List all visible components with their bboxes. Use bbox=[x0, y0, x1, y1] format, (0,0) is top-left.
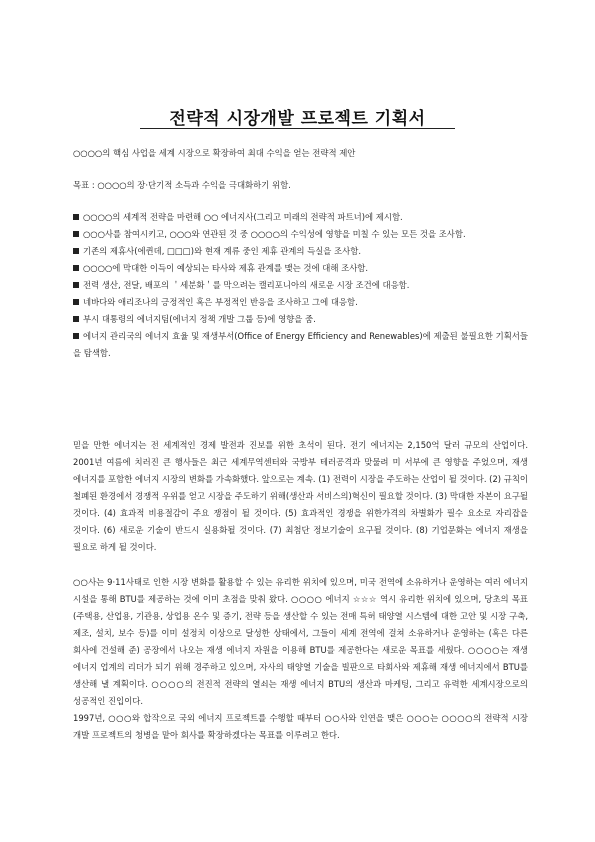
list-item-text: ○○○사를 참여시키고, ○○○와 연관된 것 중 ○○○○의 수익성에 영향을 미칠 수 있는 모든 것을 조사함. bbox=[83, 229, 466, 239]
square-bullet-icon bbox=[73, 248, 79, 254]
square-bullet-icon bbox=[73, 231, 79, 237]
objectives-list bbox=[73, 209, 528, 362]
list-item-text: 부시 대통령의 에너지팀(에너지 정책 개발 그룹 등)에 영향을 줌. bbox=[83, 314, 316, 324]
paragraph-text: ○○사는 9·11사태로 인한 시장 변화를 활용할 수 있는 유리한 위치에 있으며, 미국 전역에 소유하거나 운영하는 여러 에너지 시설을 통해 BTU를 제공하는 것에 이미 초점을 맞춰 왔다. ○○○○ 에너지 ☆☆☆ 역시 유리한 위치에 있으며, 당초의 목표(주택용, 산업용, 기관용, 상업용 온수 및 증기, 전략 등을 생산할 수 있는 전매 특허 태양열 시스템에 대한 고안 및 시장 구축, 제조, 설치, 보수 등)를 이미 설정치 이상으로 달성한 상태에서, 그들이 세계 전역에 걸쳐 소유하거나 운영하는 (혹은 다른 회사에 건설해 준) 공장에서 나오는 재생 에너지 자원을 이용해 BTU를 제공한다는 새로운 목표를 세웠다. ○○○○는 재생 에너지 업계의 리더가 되기 위해 경주하고 있으며, 자사의 태양열 기술을 빌판으로 타회사와 제휴해 재생 에너지에서 BTU를 생산해 낼 계획이다. ○○○○의 전진적 전략의 열쇠는 재생 에너지 BTU의 생산과 마케팅, 그리고 유력한 세계시장으로의 성공적인 진입이다. bbox=[73, 577, 528, 706]
list-item bbox=[73, 260, 528, 277]
list-item-text: 전력 생산, 전달, 배포의 ＇세분화＇를 막으려는 캘리포니아의 새로운 시장 조건에 대응함. bbox=[83, 280, 410, 290]
list-item bbox=[73, 311, 528, 328]
list-item bbox=[73, 209, 528, 226]
list-item-text: ○○○○의 세계적 전략을 마련해 ○○ 에너지사(그리고 미래의 전략적 파트너)에 제시함. bbox=[83, 212, 403, 222]
title-underline bbox=[140, 128, 455, 129]
square-bullet-icon bbox=[73, 282, 79, 288]
square-bullet-icon bbox=[73, 333, 79, 339]
intro-line: ○○○○의 핵심 사업을 세계 시장으로 확장하여 최대 수익을 얻는 전략적 제안 bbox=[73, 148, 356, 158]
list-item-text: 에너지 관리국의 에너지 효율 및 재생부서(Office of Energy Efficiency and Renewables)에 제출된 불필요한 기획서들을 탐색함. bbox=[73, 331, 528, 358]
paragraph-company-position bbox=[73, 574, 528, 710]
paragraph-energy-market bbox=[73, 437, 528, 556]
list-item bbox=[73, 328, 528, 362]
paragraph-text: 1997년, ○○○와 합작으로 국외 에너지 프로젝트를 수행할 때부터 ○○사와 인연을 맺은 ○○○는 ○○○○의 전략적 시장 개발 프로젝트의 청병을 맡아 회사를 확장하겠다는 목표를 이루려고 한다. bbox=[73, 713, 528, 740]
paragraph-text: 믿을 만한 에너지는 전 세계적인 경제 발전과 진보를 위한 초석이 된다. 전기 에너지는 2,150억 달러 규모의 산업이다. 2001년 여름에 치러진 큰 행사들은 최근 세계무역센터와 국방부 테러공격과 맞물려 미 서부에 큰 영향을 주었으며, 재생 에너지를 포함한 에너지 시장의 변화를 가속화했다. 앞으로는 계속. (1) 전력이 시장을 주도하는 산업이 될 것이다. (2) 규칙이 철폐된 환경에서 경쟁적 우위를 얻고 시장을 주도하기 위해(생산과 서비스의)혁신이 필요할 것이다. (3) 막대한 자본이 요구될 것이다. (4) 효과적 비용절감이 주요 쟁점이 될 것이다. (5) 효과적인 경쟁을 위한가격의 차별화가 필수 요소로 자리잡을 것이다. (6) 새로운 기술이 반드시 실용화될 것이다. (7) 최첨단 정보기술이 요구될 것이다. (8) 기업문화는 에너지 재생을 필요로 하게 될 것이다. bbox=[73, 440, 528, 552]
goal-line: 목표 : ○○○○의 장·단기적 소득과 수익을 극대화하기 위함. bbox=[73, 180, 291, 190]
list-item bbox=[73, 226, 528, 243]
list-item bbox=[73, 277, 528, 294]
list-item-text: 네바다와 애리조나의 긍정적인 혹은 부정적인 반응을 조사하고 그에 대응함. bbox=[83, 297, 358, 307]
paragraph-history bbox=[73, 710, 528, 744]
list-item-text: ○○○○에 막대한 이득이 예상되는 타사와 제휴 관계를 맺는 것에 대해 조사함. bbox=[83, 263, 369, 273]
list-item bbox=[73, 294, 528, 311]
list-item-text: 기존의 제휴사(에퀸데, □□□)와 현재 계류 중인 제휴 관계의 득실을 조사함. bbox=[83, 246, 361, 256]
list-item bbox=[73, 243, 528, 260]
square-bullet-icon bbox=[73, 214, 79, 220]
square-bullet-icon bbox=[73, 299, 79, 305]
square-bullet-icon bbox=[73, 265, 79, 271]
square-bullet-icon bbox=[73, 316, 79, 322]
document-title: 전략적 시장개발 프로젝트 기획서 bbox=[169, 109, 426, 129]
